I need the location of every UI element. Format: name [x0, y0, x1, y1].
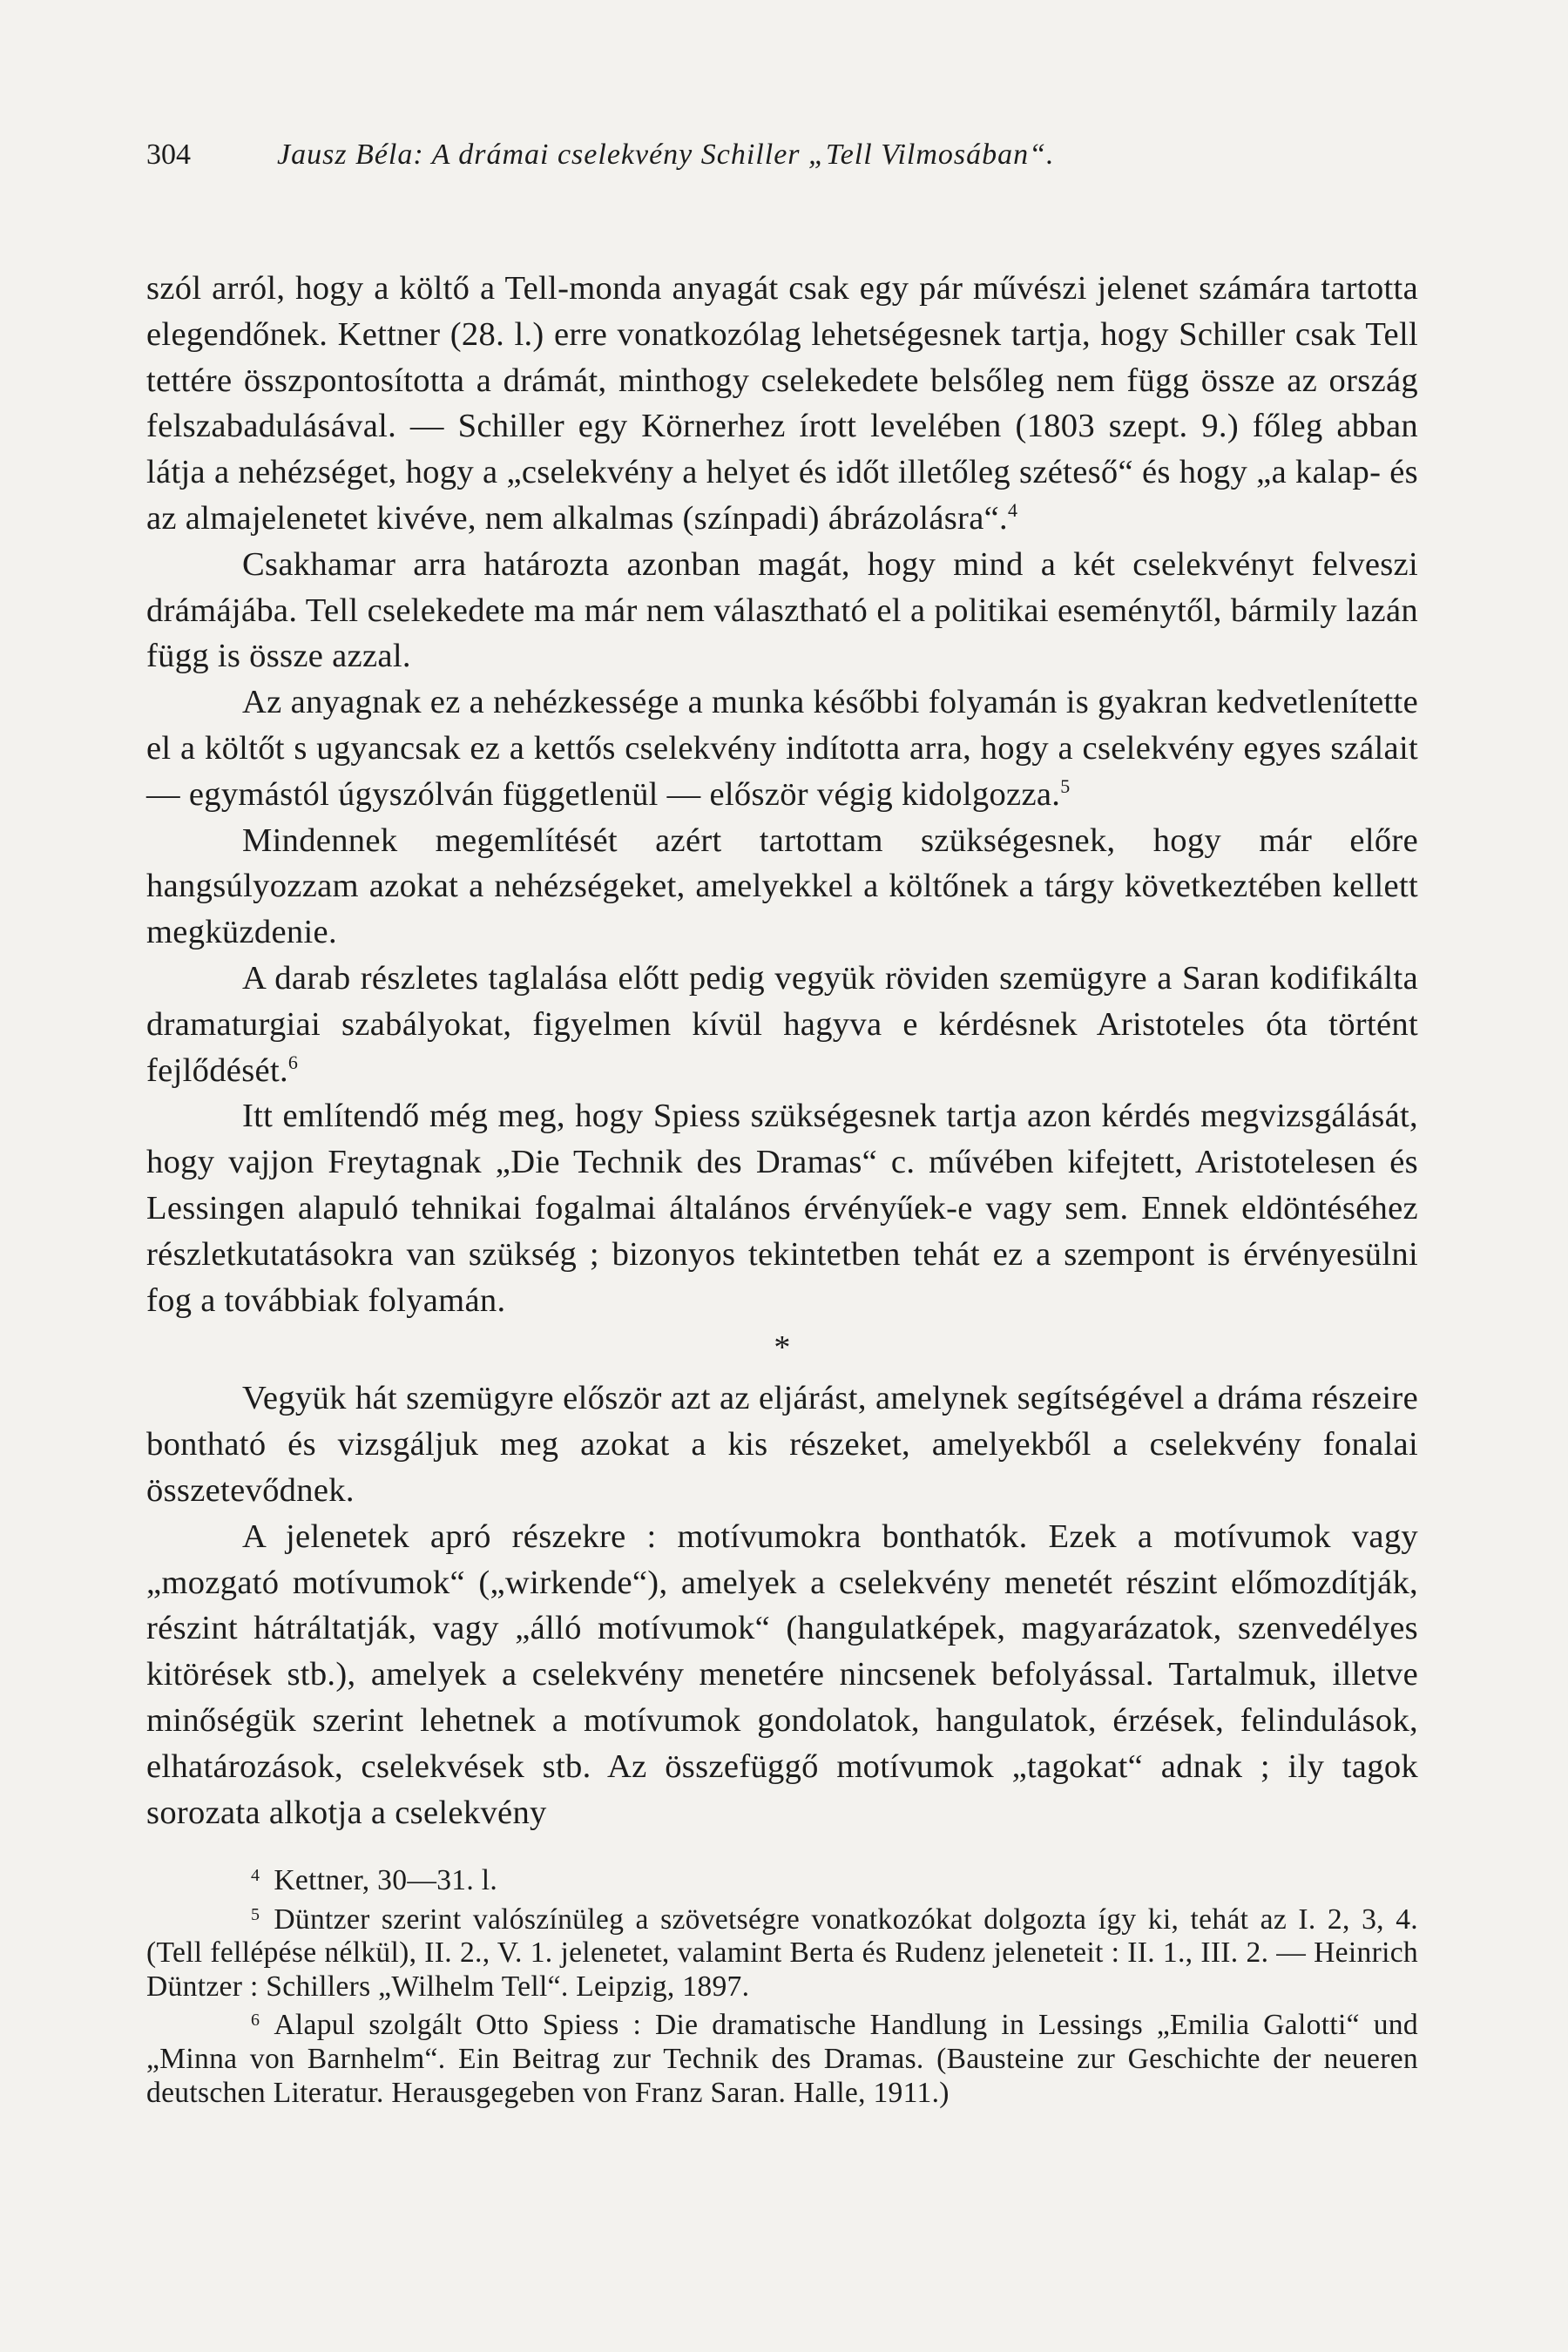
paragraph [146, 679, 1418, 817]
paragraph-text: Vegyük hát szemügyre először azt az eljárást, amelynek segítségével a dráma részeire bontható és vizsgáljuk meg azokat a kis részeket, amelyekből a cselekvény fonalai összetevődnek. [146, 1380, 1418, 1509]
paragraph [146, 266, 1418, 542]
paragraph [146, 1514, 1418, 1836]
footnote-ref: 4 [1008, 498, 1018, 521]
running-header [146, 138, 1418, 172]
footnote [146, 1859, 1418, 1898]
footnote-mark: 6 [251, 2011, 260, 2031]
footnote-text: Düntzer szerint valószínüleg a szövetségre vonatkozókat dolgozta így ki, tehát az I. 2, 3, 4. (Tell fellépése nélkül), II. 2., V. 1. jelenetet, valamint Berta és Rudenz jeleneteit : II. 1., III. 2. — Heinrich Düntzer : Schillers „Wilhelm Tell“. Leipzig, 1897. [146, 1903, 1418, 2003]
section-separator: * [774, 1329, 791, 1367]
paragraph [146, 956, 1418, 1093]
paragraph [146, 1093, 1418, 1323]
paragraph-text: szól arról, hogy a költő a Tell-monda anyagát csak egy pár művészi jelenet számára tartotta elegendőnek. Kettner (28. l.) erre vonatkozólag lehetségesnek tartja, hogy Schiller csak Tell tettére összpontosította a drámát, minthogy cselekedete belsőleg nem függ össze az ország felszabadulásával. — Schiller egy Körnerhez írott levelében (1803 szept. 9.) főleg abban látja a nehézséget, hogy a „cselekvény a helyet és időt illetőleg széteső“ és hogy „a kalap- és az almajelenetet kivéve, nem alkalmas (színpadi) ábrázolásra“. [146, 270, 1418, 537]
page-number: 304 [146, 139, 191, 171]
footnote [146, 2004, 1418, 2110]
paragraph-text: Csakhamar arra határozta azonban magát, hogy mind a két cselekvényt felveszi drámájába. Tell cselekedete ma már nem választható el a politikai eseménytől, bármily lazán függ is össze azzal. [146, 545, 1418, 675]
footnote-text: Alapul szolgált Otto Spiess : Die dramatische Handlung in Lessings „Emilia Galotti“ und „Minna von Barnhelm“. Ein Beitrag zur Technik des Dramas. (Bausteine zur Geschichte der neueren deutschen Literatur. Herausgegeben von Franz Saran. Halle, 1911.) [146, 2009, 1418, 2109]
footnote-text: Kettner, 30—31. l. [274, 1864, 498, 1896]
footnote [146, 1898, 1418, 2004]
footnote-mark: 5 [251, 1904, 260, 1924]
running-title: Jausz Béla: A drámai cselekvény Schiller „Tell Vilmosában“. [277, 139, 1055, 171]
footnotes [146, 1859, 1418, 2110]
main-text [146, 266, 1418, 1835]
footnote-ref: 5 [1060, 774, 1071, 797]
footnote-mark: 4 [251, 1866, 260, 1885]
paragraph [146, 818, 1418, 956]
paragraph [146, 542, 1418, 679]
paragraph-text: A jelenetek apró részekre : motívumokra bonthatók. Ezek a motívumok vagy „mozgató motívumok“ („wirkende“), amelyek a cselekvény menetét részint előmozdítják, részint hátráltatják, vagy „álló motívumok“ (hangulatképek, magyarázatok, szenvedélyes kitörések stb.), amelyek a cselekvény menetére nincsenek befolyással. Tartalmuk, illetve minőségük szerint lehetnek a motívumok gondolatok, hangulatok, érzések, felindulások, elhatározások, cselekvések stb. Az összefüggő motívumok „tagokat“ adnak ; ily tagok sorozata alkotja a cselekvény [146, 1517, 1418, 1831]
footnote-ref: 6 [287, 1051, 299, 1073]
paragraph-text: Az anyagnak ez a nehézkessége a munka későbbi folyamán is gyakran kedvetlenítette el a költőt s ugyancsak ez a kettős cselekvény indította arra, hogy a cselekvény egyes szálait — egymástól úgyszólván függetlenül — először végig kidolgozza. [146, 684, 1418, 813]
paragraph [146, 1375, 1418, 1513]
paragraph-text: Mindennek megemlítését azért tartottam szükségesnek, hogy már előre hangsúlyozzam azokat a nehézségeket, amelyekkel a költőnek a tárgy következtében kellett megküzdenie. [146, 821, 1418, 951]
paragraph-text: A darab részletes taglalása előtt pedig vegyük röviden szemügyre a Saran kodifikálta dramaturgiai szabályokat, figyelmen kívül hagyva e kérdésnek Aristoteles óta történt fejlődését. [146, 959, 1418, 1089]
paragraph-text: Itt említendő még meg, hogy Spiess szükségesnek tartja azon kérdés megvizsgálását, hogy vajjon Freytagnak „Die Technik des Dramas“ c. művében kifejtett, Aristotelesen és Lessingen alapuló tehnikai fogalmai általános érvényűek-e vagy sem. Ennek eldöntéséhez részletkutatásokra van szükség ; bizonyos tekintetben tehát ez a szempont is érvényesülni fog a továbbiak folyamán. [146, 1098, 1418, 1319]
